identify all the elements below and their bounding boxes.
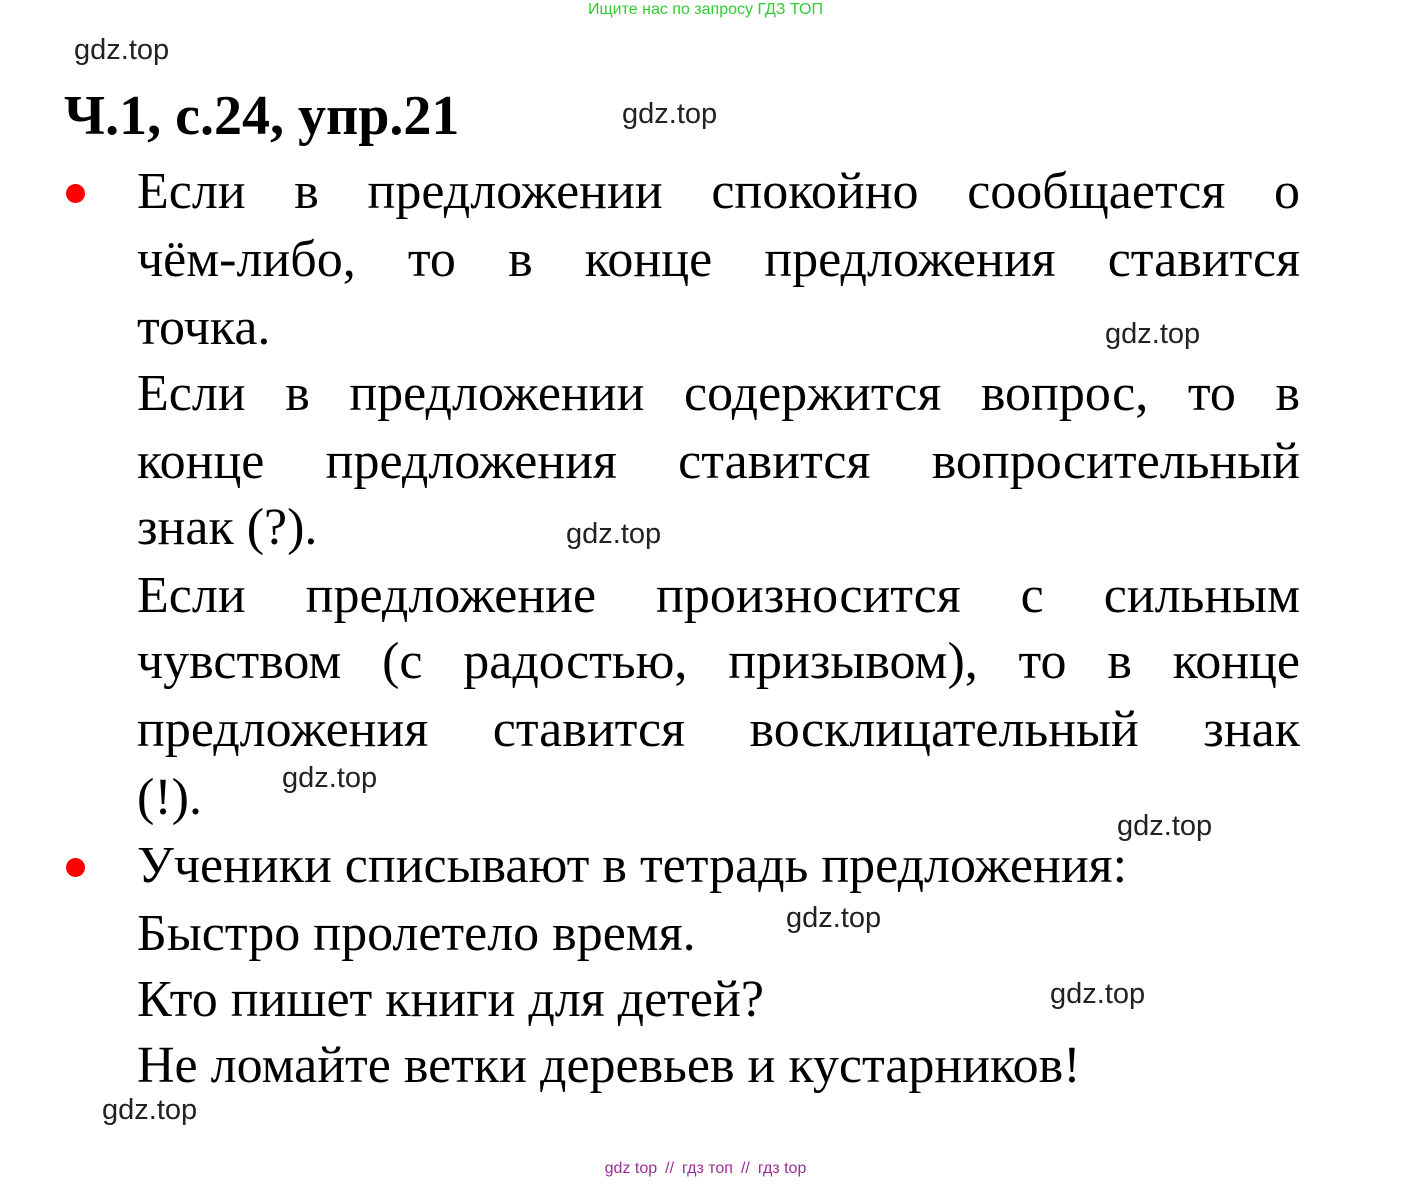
footer-separator: //	[665, 1160, 675, 1177]
bullet-marker	[66, 184, 85, 203]
top-banner: Ищите нас по запросу ГДЗ ТОП	[588, 1, 823, 18]
footer-links	[0, 1160, 1411, 1178]
text-line: Если в предложении спокойно сообщается о	[137, 163, 1300, 220]
watermark: gdz.top	[1117, 810, 1213, 842]
watermark: gdz.top	[282, 762, 378, 794]
footer-separator: //	[740, 1160, 750, 1177]
watermark: gdz.top	[1105, 318, 1201, 350]
text-line: знак (?).	[137, 499, 318, 556]
bullet-marker	[66, 858, 85, 877]
text-line: чём-либо, то в конце предложения ставится	[137, 231, 1300, 288]
watermark: gdz.top	[1050, 978, 1146, 1010]
text-line: Быстро пролетело время.	[137, 905, 696, 962]
watermark: gdz.top	[74, 34, 170, 66]
footer-link-gdz-top[interactable]: gdz top	[604, 1160, 658, 1177]
text-line: Если в предложении содержится вопрос, то в	[137, 365, 1300, 422]
text-line: предложения ставится восклицательный знак	[137, 701, 1300, 758]
text-line: чувством (с радостью, призывом), то в конце	[137, 633, 1300, 690]
footer-link-gdz-top-mixed[interactable]: гдз top	[757, 1160, 807, 1177]
text-line: конце предложения ставится вопросительный	[137, 433, 1300, 490]
page-title: Ч.1, с.24, упр.21	[64, 85, 460, 147]
text-line: Ученики списывают в тетрадь предложения:	[137, 837, 1128, 894]
text-line: Не ломайте ветки деревьев и кустарников!	[137, 1037, 1081, 1094]
text-line: Кто пишет книги для детей?	[137, 971, 764, 1028]
text-line: (!).	[137, 769, 202, 826]
watermark: gdz.top	[102, 1094, 198, 1126]
watermark: gdz.top	[786, 902, 882, 934]
text-line: Если предложение произносится с сильным	[137, 567, 1300, 624]
watermark: gdz.top	[622, 98, 718, 130]
footer-link-gdz-top-ru[interactable]: гдз топ	[682, 1160, 733, 1177]
text-line: точка.	[137, 299, 271, 356]
watermark: gdz.top	[566, 518, 662, 550]
